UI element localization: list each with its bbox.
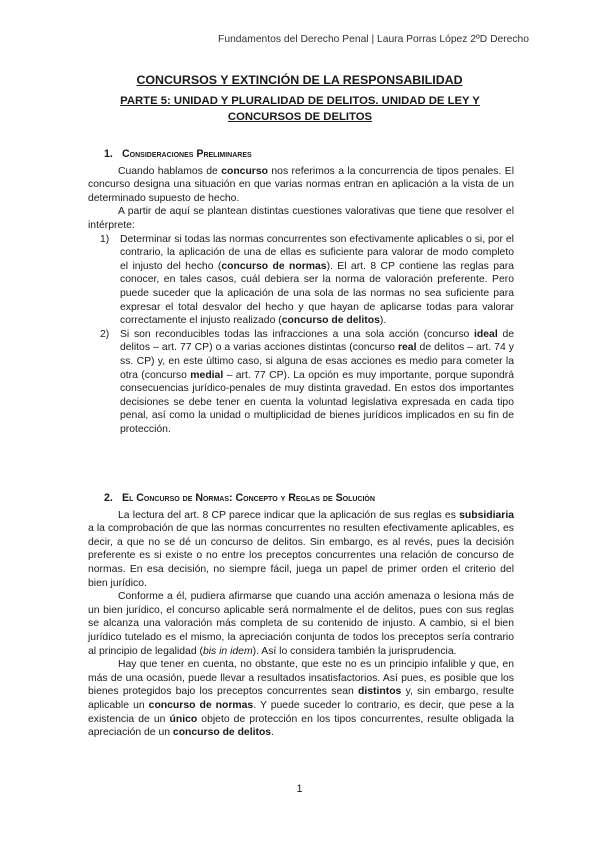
list-marker: 1) bbox=[100, 233, 110, 245]
document-title: CONCURSOS Y EXTINCIÓN DE LA RESPONSABILIDAD bbox=[136, 73, 463, 87]
text-run: Determinar si todas las normas concurrentes son efectivamente aplicables o si, por el contrario, la aplicación de una de ellas es suficiente para valorar de modo completo el injusto del hecho ( bbox=[120, 233, 514, 272]
paragraph bbox=[88, 165, 514, 206]
text-run: y, sin embargo, resulte aplicable un bbox=[88, 686, 514, 711]
section-number: 1. bbox=[104, 148, 113, 160]
bold-term: medial bbox=[190, 369, 224, 381]
text-run: La lectura del art. 8 CP parece indicar que la aplicación de sus reglas es bbox=[118, 509, 460, 521]
paragraph: A partir de aquí se plantean distintas cuestiones valorativas que tiene que resolver el intérprete: bbox=[88, 206, 514, 231]
list-item bbox=[88, 233, 514, 328]
list-marker: 2) bbox=[100, 328, 110, 340]
text-run: Cuando hablamos de bbox=[118, 165, 222, 177]
section-consideraciones bbox=[88, 148, 514, 436]
bold-term: concurso de normas bbox=[148, 699, 254, 711]
text-run: . bbox=[271, 727, 274, 739]
section-heading bbox=[104, 492, 514, 506]
bold-term: concurso de delitos bbox=[281, 315, 380, 327]
italic-term: bis in idem bbox=[202, 645, 253, 657]
bold-term: real bbox=[397, 342, 417, 354]
text-run: a la comprobación de que las normas concurrentes no resulten efectivamente aplicables, es decir, a que no se dé un concurso de delitos. Sin embargo, es al revés, pues la decisión preferente es si existe o no entre los preceptos concurrentes una relación de concurso de normas. En esa decisión, no siempre fácil, juega un papel de primer orden el criterio del bien jurídico. bbox=[88, 523, 514, 589]
list-item bbox=[88, 328, 514, 437]
paragraph bbox=[88, 590, 514, 658]
section-number: 2. bbox=[104, 492, 113, 504]
bold-term: concurso de delitos bbox=[172, 727, 272, 739]
text-run: Conforme a él, pudiera afirmarse que cuando una acción amenaza o lesiona más de un bien jurídico, el concurso aplicable será normalmente el de delitos, pues con sus reglas se alcanza una valoración más completa de su contenido de injusto. A cambio, si el bien jurídico tutelado es el mismo, la apreciación conjunta de todos los preceptos sería contrario al principio de legalidad ( bbox=[88, 591, 514, 657]
bold-term: distintos bbox=[358, 686, 402, 698]
text-run: objeto de protección en los tipos concurrentes, resulte obligada la apreciación de un bbox=[88, 713, 514, 739]
text-run: ). bbox=[379, 315, 387, 327]
section-title: El Concurso de Normas: Concepto y Reglas de Solución bbox=[122, 492, 375, 504]
text-run: . Y puede suceder lo contrario, es decir, que pese a la existencia de un bbox=[88, 699, 514, 725]
bold-term: único bbox=[169, 713, 198, 725]
document-subtitle: PARTE 5: UNIDAD Y PLURALIDAD DE DELITOS. UNIDAD DE LEY Y CONCURSOS DE DELITOS bbox=[120, 95, 480, 123]
paragraph bbox=[88, 658, 514, 740]
text-run: nos referimos a la concurrencia de tipos penales. El concurso designa una situación en que varias normas entran en aplicación a la vista de un determinado supuesto de hecho. bbox=[88, 165, 514, 204]
text-run: de delitos – art. 74 y ss. CP) y, en este último caso, si alguna de esas acciones es medio para cometer la otra (concurso bbox=[120, 342, 514, 381]
page-header: Fundamentos del Derecho Penal | Laura Porras López 2ºD Derecho bbox=[218, 34, 529, 45]
bold-term: concurso de normas bbox=[221, 260, 327, 272]
section-title: Consideraciones Preliminares bbox=[122, 148, 252, 160]
bold-term: concurso bbox=[221, 165, 268, 177]
text-run: de delitos – art. 77 CP) o a varias acciones distintas (concurso bbox=[120, 328, 514, 354]
bold-term: subsidiaria bbox=[459, 509, 514, 521]
paragraph bbox=[88, 509, 514, 591]
section-heading bbox=[104, 148, 514, 162]
page-number: 1 bbox=[296, 783, 303, 795]
text-run: ). El art. 8 CP contiene las reglas para conocer, en tales casos, cuál debiera ser la norma de valoración preferente. Pero puede suceder que la aplicación de una sola de las normas no sea suficiente para expresar el total desvalor del hecho y que hayan de aplicarse todas para valorar correctamente el injusto realizado ( bbox=[120, 260, 514, 327]
text-run: – art. 77 CP). La opción es muy importante, porque supondrá consecuencias jurídico-penales de muy distinta gravedad. En estos dos importantes decisiones se debe tener en cuenta la voluntad legislativa expresada en cada tipo penal, así como la unidad o multiplicidad de bienes jurídicos implicados en su fin de protección. bbox=[120, 369, 514, 435]
text-run: Si son reconducibles todas las infracciones a una sola acción (concurso bbox=[120, 328, 475, 340]
numbered-list bbox=[88, 233, 514, 437]
text-run: Hay que tener en cuenta, no obstante, que este no es un principio infalible y que, en más de una ocasión, puede llevar a resultados insatisfactorios. Así pues, es posible que los bienes protegidos bajo los preceptos concurrentes sean bbox=[88, 659, 514, 698]
text-run: ). Así lo considera también la jurisprudencia. bbox=[252, 645, 457, 657]
bold-term: ideal bbox=[474, 328, 498, 340]
section-concurso-normas bbox=[88, 492, 514, 740]
